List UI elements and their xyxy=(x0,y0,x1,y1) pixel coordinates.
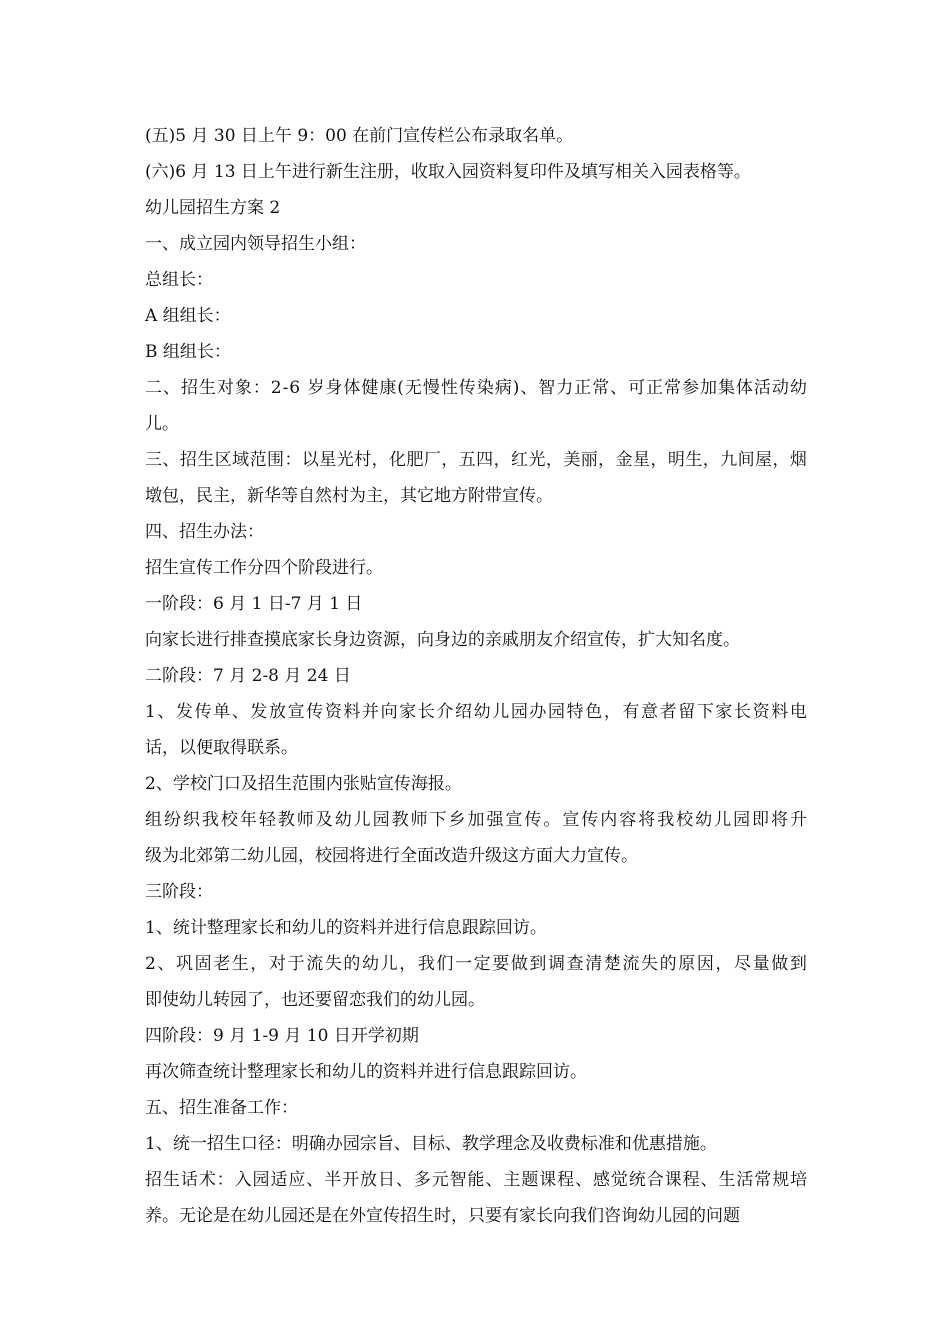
text-line: 级为北郊第二幼儿园，校园将进行全面改造升级这方面大力宣传。 xyxy=(145,846,638,866)
paragraph xyxy=(145,658,807,694)
text-line: 招生宣传工作分四个阶段进行。 xyxy=(145,558,383,578)
paragraph xyxy=(145,910,807,946)
paragraph xyxy=(145,694,807,766)
text-line: 四阶段：9 月 1-9 月 10 日开学初期 xyxy=(145,1026,419,1046)
text-line: 四、招生办法： xyxy=(145,522,264,542)
text-line: 一阶段：6 月 1 日-7 月 1 日 xyxy=(145,594,363,614)
paragraph xyxy=(145,1054,807,1090)
text-line: A 组组长： xyxy=(145,306,231,326)
paragraph xyxy=(145,334,807,370)
paragraph xyxy=(145,1126,807,1162)
paragraph xyxy=(145,874,807,910)
text-line: 向家长进行排查摸底家长身边资源，向身边的亲戚朋友介绍宣传，扩大知名度。 xyxy=(145,630,740,650)
paragraph xyxy=(145,226,807,262)
text-line: 总组长： xyxy=(145,270,213,290)
paragraph xyxy=(145,1162,807,1234)
text-line: (五)5 月 30 日上午 9：00 在前门宣传栏公布录取名单。 xyxy=(145,126,574,146)
text-line: 2、巩固老生，对于流失的幼儿，我们一定要做到调查清楚流失的原因，尽量做到 xyxy=(145,954,809,974)
paragraph xyxy=(145,514,807,550)
text-line: 一、成立园内领导招生小组： xyxy=(145,234,366,254)
paragraph xyxy=(145,154,807,190)
text-line: 组纷织我校年轻教师及幼儿园教师下乡加强宣传。宣传内容将我校幼儿园即将升 xyxy=(145,810,809,830)
text-line: 招生话术：入园适应、半开放日、多元智能、主题课程、感觉统合课程、生活常规培 xyxy=(145,1170,809,1190)
text-line: 三、招生区域范围：以星光村，化肥厂，五四，红光，美丽，金星，明生，九间屋，烟 xyxy=(145,450,808,470)
paragraph xyxy=(145,1090,807,1126)
paragraph xyxy=(145,370,807,442)
text-line: 墩包，民主，新华等自然村为主，其它地方附带宣传。 xyxy=(145,486,553,506)
text-line: 五、招生准备工作： xyxy=(145,1098,298,1118)
text-line: 养。无论是在幼儿园还是在外宣传招生时，只要有家长向我们咨询幼儿园的问题 xyxy=(145,1206,740,1226)
paragraph xyxy=(145,946,807,1018)
paragraph xyxy=(145,586,807,622)
text-line: 1、统计整理家长和幼儿的资料并进行信息跟踪回访。 xyxy=(145,918,547,938)
paragraph xyxy=(145,766,807,802)
text-line: 即使幼儿转园了，也还要留恋我们的幼儿园。 xyxy=(145,990,485,1010)
paragraph xyxy=(145,442,807,514)
paragraph xyxy=(145,190,807,226)
text-line: (六)6 月 13 日上午进行新生注册，收取入园资料复印件及填写相关入园表格等。 xyxy=(145,162,751,182)
paragraph xyxy=(145,1018,807,1054)
document-page xyxy=(145,118,807,1234)
text-line: 儿。 xyxy=(145,414,179,434)
text-line: 1、统一招生口径：明确办园宗旨、目标、教学理念及收费标准和优惠措施。 xyxy=(145,1134,717,1154)
text-line: 幼儿园招生方案 2 xyxy=(145,198,281,218)
paragraph xyxy=(145,298,807,334)
paragraph xyxy=(145,802,807,874)
paragraph xyxy=(145,262,807,298)
paragraph xyxy=(145,118,807,154)
paragraph xyxy=(145,550,807,586)
text-line: 三阶段： xyxy=(145,882,213,902)
text-line: 1、发传单、发放宣传资料并向家长介绍幼儿园办园特色，有意者留下家长资料电 xyxy=(145,702,809,722)
paragraph xyxy=(145,622,807,658)
text-line: B 组组长： xyxy=(145,342,231,362)
text-line: 2、学校门口及招生范围内张贴宣传海报。 xyxy=(145,774,462,794)
text-line: 再次筛查统计整理家长和幼儿的资料并进行信息跟踪回访。 xyxy=(145,1062,587,1082)
text-line: 二阶段：7 月 2-8 月 24 日 xyxy=(145,666,351,686)
text-line: 二、招生对象：2-6 岁身体健康(无慢性传染病)、智力正常、可正常参加集体活动幼 xyxy=(145,378,808,398)
text-line: 话，以便取得联系。 xyxy=(145,738,298,758)
